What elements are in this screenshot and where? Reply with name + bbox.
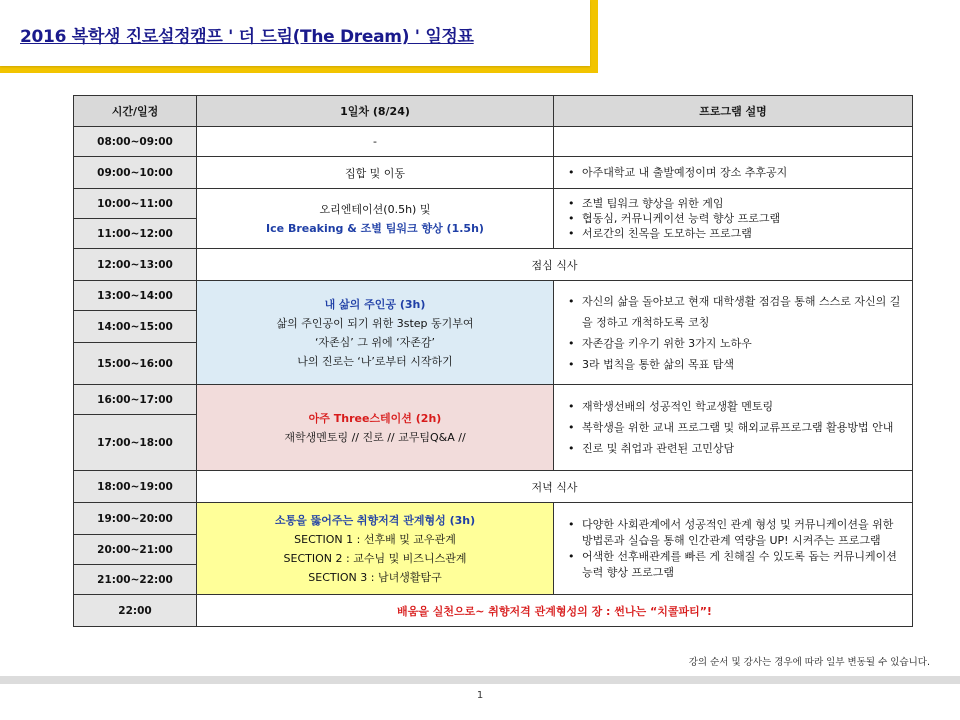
description-item: • 협동심, 커뮤니케이션 능력 향상 프로그램	[566, 211, 902, 226]
description-item: • 복학생을 위한 교내 프로그램 및 해외교류프로그램 활용방법 안내	[566, 417, 902, 438]
time-cell: 20:00~21:00	[74, 535, 197, 565]
title-banner	[0, 0, 590, 66]
page-number: 1	[476, 690, 484, 701]
page-title: 2016 복학생 진로설정캠프 ' 더 드림(The Dream) ' 일정표	[20, 27, 474, 47]
program-life	[197, 281, 554, 385]
table-row	[74, 595, 913, 627]
time-cell: 16:00~17:00	[74, 385, 197, 415]
description-item: • 조별 팀워크 향상을 위한 게임	[566, 196, 902, 211]
program-line: SECTION 3 : 남녀생활탐구	[308, 570, 442, 584]
program-highlight: Ice Breaking & 조별 팀워크 향상 (1.5h)	[266, 221, 484, 235]
description-item: • 자존감을 키우기 위한 3가지 노하우	[566, 333, 902, 354]
header-day1: 1일차 (8/24)	[197, 96, 554, 127]
time-cell: 13:00~14:00	[74, 281, 197, 311]
description-item: • 어색한 선후배관계를 빠른 게 친해질 수 있도록 돕는 커뮤니케이션 능력 향상 프로그램	[566, 549, 902, 581]
description-cell	[554, 127, 913, 157]
description-item: • 아주대학교 내 출발예정이며 장소 추후공지	[566, 165, 902, 180]
table-row	[74, 157, 913, 189]
time-cell: 17:00~18:00	[74, 415, 197, 471]
description-item: • 재학생선배의 성공적인 학교생활 멘토링	[566, 396, 902, 417]
program-three-station	[197, 385, 554, 471]
footnote: 강의 순서 및 강사는 경우에 따라 일부 변동될 수 있습니다.	[688, 657, 930, 668]
program-line: SECTION 1 : 선후배 및 교우관계	[294, 532, 456, 546]
program-line: 삶의 주인공이 되기 위한 3step 동기부여	[276, 316, 474, 330]
program-taste	[197, 503, 554, 595]
table-row	[74, 503, 913, 535]
program-line: 재학생멘토링 // 진로 // 교무팀Q&A //	[284, 430, 466, 444]
table-row	[74, 471, 913, 503]
description-cell	[554, 385, 913, 471]
time-cell: 22:00	[74, 595, 197, 627]
time-cell: 14:00~15:00	[74, 311, 197, 343]
description-cell	[554, 189, 913, 249]
description-item: • 진로 및 취업과 관련된 고민상담	[566, 438, 902, 459]
table-row	[74, 249, 913, 281]
description-item: • 3라 법칙을 통한 삶의 목표 탐색	[566, 354, 902, 375]
table-row	[74, 189, 913, 219]
description-item: • 서로간의 친목을 도모하는 프로그램	[566, 226, 902, 241]
footer-bar	[0, 676, 960, 684]
table-row	[74, 127, 913, 157]
description-cell	[554, 157, 913, 189]
time-cell: 21:00~22:00	[74, 565, 197, 595]
header-row	[74, 96, 913, 127]
dinner-cell: 저녁 식사	[197, 471, 913, 503]
time-cell: 19:00~20:00	[74, 503, 197, 535]
schedule-table	[73, 95, 913, 627]
time-cell: 08:00~09:00	[74, 127, 197, 157]
time-cell: 12:00~13:00	[74, 249, 197, 281]
header-description: 프로그램 설명	[554, 96, 913, 127]
program-orientation	[197, 189, 554, 249]
table-row	[74, 281, 913, 311]
program-line: 오리엔테이션(0.5h) 및	[319, 202, 431, 216]
program-cell: 집합 및 이동	[197, 157, 554, 189]
lunch-cell: 점심 식사	[197, 249, 913, 281]
program-highlight: 아주 Three스테이션 (2h)	[308, 411, 442, 425]
program-line: ‘자존심’ 그 위에 ‘자존감’	[314, 335, 436, 349]
program-line: 나의 진로는 ‘나’로부터 시작하기	[297, 354, 453, 368]
program-cell: -	[197, 127, 554, 157]
table-row	[74, 385, 913, 415]
final-event-cell: 배움을 실천으로~ 취향저격 관계형성의 장 : 썬나는 “치콜파티”!	[197, 595, 913, 627]
description-item: • 다양한 사회관계에서 성공적인 관계 형성 및 커뮤니케이션을 위한 방법론과 실습을 통해 인간관계 역량을 UP! 시켜주는 프로그램	[566, 517, 902, 549]
header-time: 시간/일정	[74, 96, 197, 127]
time-cell: 18:00~19:00	[74, 471, 197, 503]
time-cell: 09:00~10:00	[74, 157, 197, 189]
program-line: SECTION 2 : 교수님 및 비즈니스관계	[283, 551, 467, 565]
description-cell	[554, 281, 913, 385]
description-item: • 자신의 삶을 돌아보고 현재 대학생활 점검을 통해 스스로 자신의 길을 정하고 개척하도록 코칭	[566, 291, 902, 333]
time-cell: 11:00~12:00	[74, 219, 197, 249]
program-highlight: 내 삶의 주인공 (3h)	[324, 297, 426, 311]
time-cell: 10:00~11:00	[74, 189, 197, 219]
time-cell: 15:00~16:00	[74, 343, 197, 385]
program-highlight: 소통을 뚫어주는 취향저격 관계형성 (3h)	[274, 513, 476, 527]
description-cell	[554, 503, 913, 595]
